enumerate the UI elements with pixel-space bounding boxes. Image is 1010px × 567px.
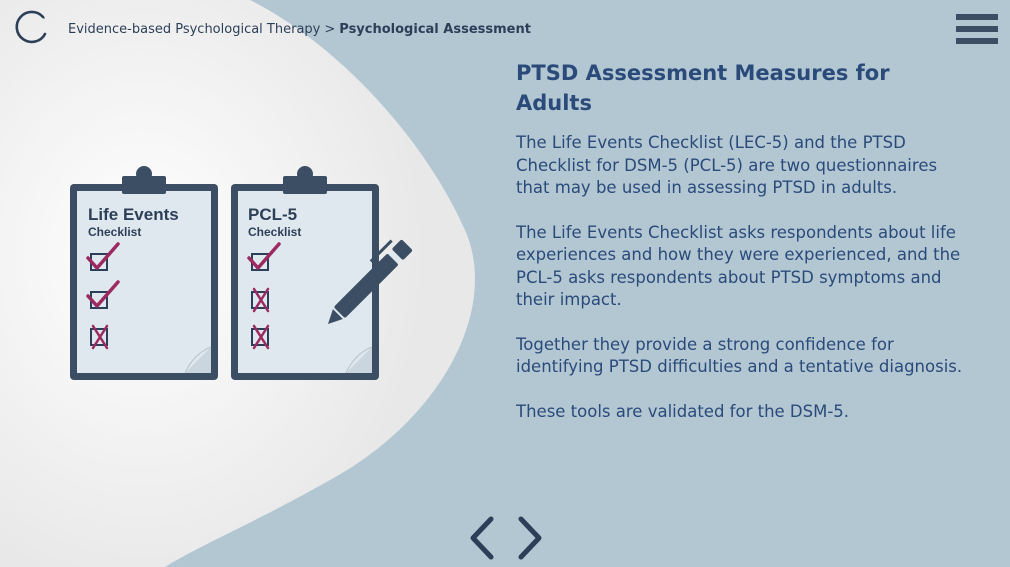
chevron-left-icon[interactable] — [467, 515, 497, 561]
clipboards-illustration — [66, 166, 426, 388]
breadcrumb-current: Psychological Assessment — [339, 22, 531, 37]
header-bar — [0, 0, 1010, 62]
hamburger-menu-icon[interactable] — [956, 14, 998, 50]
clipboard-right-title: PCL-5 — [248, 205, 298, 224]
paragraph-confidence: Together they provide a strong confidence for identifying PTSD difficulties and a tentative diagnosis. — [516, 334, 963, 376]
breadcrumb — [68, 22, 531, 37]
clipboard-left-title: Life Events — [88, 205, 179, 224]
breadcrumb-separator: > — [324, 22, 336, 37]
circle-logo-icon[interactable] — [12, 9, 50, 47]
chevron-right-icon[interactable] — [515, 515, 545, 561]
slide-title: PTSD Assessment Measures for Adults — [516, 61, 890, 115]
breadcrumb-parent[interactable]: Evidence-based Psychological Therapy — [68, 22, 321, 37]
clipboard-right — [231, 166, 379, 380]
clipboard-left — [70, 166, 218, 380]
paragraph-validation: These tools are validated for the DSM-5. — [516, 401, 850, 421]
paragraph-details: The Life Events Checklist asks respondents about life experiences and how they were experienced, and the PCL-5 asks respondents about PTSD symptoms and their impact. — [516, 222, 961, 309]
paragraph-intro: The Life Events Checklist (LEC-5) and the PTSD Checklist for DSM-5 (PCL-5) are two questionnaires that may be used in assessing PTSD in adults. — [516, 133, 938, 197]
clipboard-right-subtitle: Checklist — [248, 225, 302, 239]
slide-content — [516, 58, 966, 445]
clipboard-left-subtitle: Checklist — [88, 225, 142, 239]
